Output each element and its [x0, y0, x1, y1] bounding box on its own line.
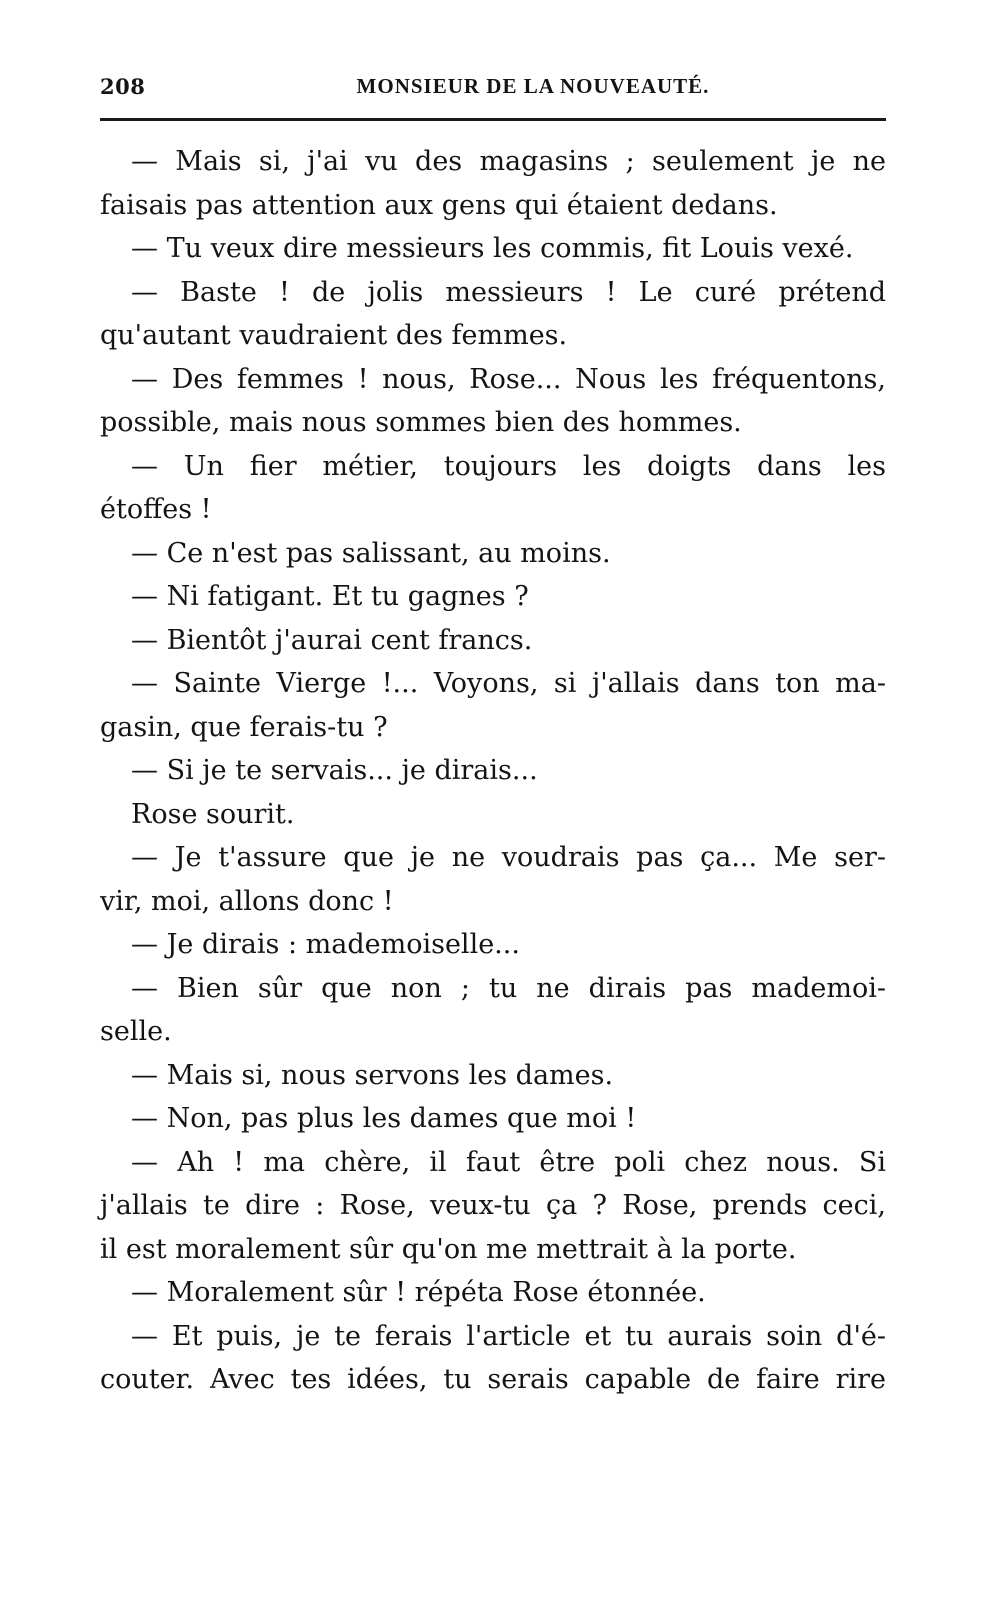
text-line: faisais pas attention aux gens qui étaient dedans. — [100, 189, 778, 221]
text-line: — Un fier métier, toujours les doigts dans les — [131, 450, 886, 482]
text-line: — Ni fatigant. Et tu gagnes ? — [131, 581, 529, 612]
text-line: Rose sourit. — [131, 798, 295, 830]
text-line: — Je dirais : mademoiselle... — [131, 929, 520, 960]
text-line: — Je t'assure que je ne voudrais pas ça... Me ser- — [131, 842, 886, 873]
text-line: — Sainte Vierge !... Voyons, si j'allais dans ton ma- — [131, 668, 886, 699]
text-line: — Non, pas plus les dames que moi ! — [131, 1103, 637, 1134]
page-number: 208 — [100, 74, 146, 99]
text-line: — Tu veux dire messieurs les commis, fit Louis vexé. — [131, 233, 854, 264]
text-line: vir, moi, allons donc ! — [100, 885, 394, 917]
text-line: il est moralement sûr qu'on me mettrait à la porte. — [100, 1233, 797, 1265]
text-line: selle. — [100, 1016, 172, 1047]
text-line: — Mais si, j'ai vu des magasins ; seulement je ne — [131, 146, 886, 177]
text-line: — Bientôt j'aurai cent francs. — [131, 624, 533, 656]
text-line: — Ah ! ma chère, il faut être poli chez nous. Si — [131, 1146, 886, 1178]
text-line: étoffes ! — [100, 494, 212, 525]
running-title: MONSIEUR DE LA NOUVEAUTÉ. — [356, 74, 710, 98]
text-line: couter. Avec tes idées, tu serais capable de faire rire — [100, 1364, 886, 1395]
text-line: — Des femmes ! nous, Rose... Nous les fréquentons, — [131, 363, 886, 395]
body-text — [100, 140, 886, 1402]
text-line: — Ce n'est pas salissant, au moins. — [131, 537, 611, 569]
text-line: — Et puis, je te ferais l'article et tu aurais soin d'é- — [131, 1320, 886, 1352]
text-line: qu'autant vaudraient des femmes. — [100, 320, 568, 351]
text-line: — Baste ! de jolis messieurs ! Le curé prétend — [131, 276, 886, 308]
text-line: gasin, que ferais-tu ? — [100, 711, 388, 743]
text-line: possible, mais nous sommes bien des hommes. — [100, 407, 742, 438]
text-line: — Si je te servais... je dirais... — [131, 755, 538, 786]
running-head — [100, 74, 886, 110]
text-line: j'allais te dire : Rose, veux-tu ça ? Rose, prends ceci, — [100, 1190, 886, 1221]
header-rule — [100, 118, 886, 121]
text-line: — Mais si, nous servons les dames. — [131, 1059, 614, 1091]
text-line: — Bien sûr que non ; tu ne dirais pas mademoi- — [131, 972, 886, 1004]
text-line: — Moralement sûr ! répéta Rose étonnée. — [131, 1277, 706, 1308]
